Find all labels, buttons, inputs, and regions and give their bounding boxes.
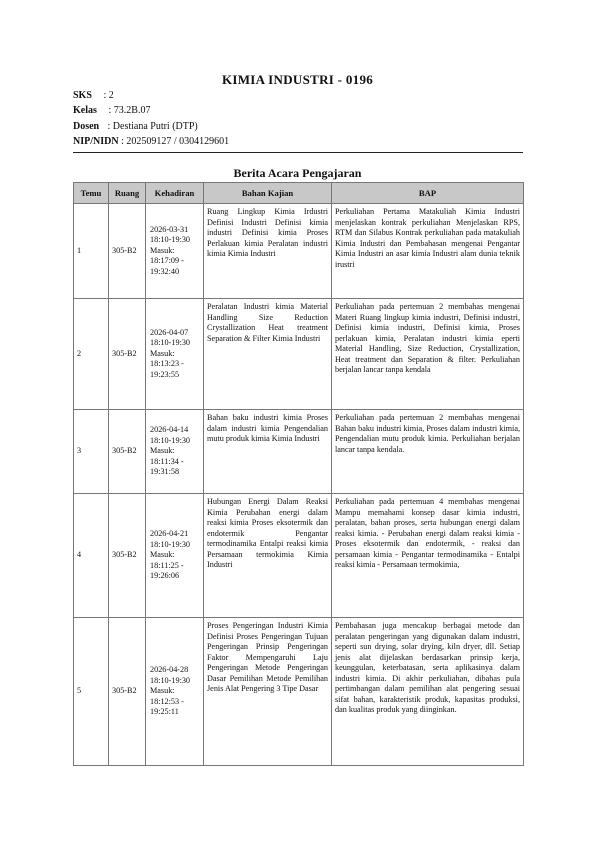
nip-row	[73, 134, 229, 149]
table-header-row	[74, 183, 524, 204]
cell-bap: Perkuliahan pada pertemuan 2 membahas mengenai Materi Ruang lingkup kimia industri, Definisi industri, Definisi kimia industri, Definisi kimia, Proses perlakuan kimia, Peralatan industri kimia eperti Material Handling, Size Reduction, Crystallization, Heat treatment dan Separation & filter. Perkuliahan berjalan lancar tanpa kendala	[332, 299, 524, 410]
kelas-row	[73, 103, 229, 118]
dosen-label: Dosen	[73, 120, 100, 132]
cell-ruang: 305-B2	[109, 618, 146, 766]
sks-row	[73, 88, 229, 103]
cell-temu: 1	[74, 204, 109, 299]
cell-temu: 4	[74, 494, 109, 618]
cell-bap: Perkuliahan pada pertemuan 2 membahas mengenai Bahan baku industri kimia, Proses dalam industri kimia, Pengendalian mutu produk kimia. Perkuliahan berjalan lancar tanpa kendala.	[332, 410, 524, 494]
cell-bap: Perkuliahan pada pertemuan 4 membahas mengenai Mampu memahami konsep dasar kimia industri, peralatan, bahan proses, serta hubungan energi dalam reaksi kimia. - Perubahan energi dalam reaksi kimia - Proses eksotermik dan endotermik, - reaksi dan persamaan kimia - Pengantar termodinamika - Entalpi reaksi kimia - Persamaan termokimia,	[332, 494, 524, 618]
table-row	[74, 204, 524, 299]
cell-ruang: 305-B2	[109, 204, 146, 299]
cell-ruang: 305-B2	[109, 299, 146, 410]
header-kehadiran: Kehadiran	[146, 183, 204, 204]
cell-ruang: 305-B2	[109, 410, 146, 494]
dosen-value: : Destiana Putri (DTP)	[107, 120, 198, 132]
dosen-row	[73, 119, 229, 134]
cell-bahan-kajian: Hubungan Energi Dalam Reaksi Kimia Perubahan energi dalam reaksi kimia Proses eksotermik dan endotermik Pengantar termodinamika Entalpi reaksi kimia Persamaan termokimia Kimia Industri	[204, 494, 332, 618]
kelas-label: Kelas	[73, 105, 97, 117]
header-bahan-kajian: Bahan Kajian	[204, 183, 332, 204]
teaching-record-table	[73, 182, 524, 766]
sks-label: SKS	[73, 90, 92, 101]
cell-bahan-kajian: Bahan baku industri kimia Proses dalam industri kimia Pengendalian mutu produk kimia Kimia Industri	[204, 410, 332, 494]
cell-bahan-kajian: Peralatan Industri kimia Material Handling Size Reduction Crystallization Heat treatment Separation & Filter Kimia Industri	[204, 299, 332, 410]
cell-bap: Perkuliahan Pertama Matakuliah Kimia Industri menjelaskan kontrak perkuliahan Menjelaskan RPS, RTM dan Silabus Kontrak perkuliahan pada matakuliah Kimia Industri dan Pembahasan mengenai Pengantar Kimia Industri an asar kimia Industri alam dunia teknik irustri	[332, 204, 524, 299]
cell-kehadiran: 2026-04-07 18:10-19:30 Masuk: 18:13:23 - 19:23:55	[146, 299, 204, 410]
table-row	[74, 618, 524, 766]
nip-value: : 202509127 / 0304129601	[121, 135, 230, 147]
cell-ruang: 305-B2	[109, 494, 146, 618]
kelas-value: : 73.2B.07	[108, 105, 151, 117]
sks-value: : 2	[103, 90, 114, 101]
header-divider	[73, 152, 523, 153]
cell-kehadiran: 2026-04-28 18:10-19:30 Masuk: 18:12:53 - 19:25:11	[146, 618, 204, 766]
cell-temu: 5	[74, 618, 109, 766]
table-row	[74, 299, 524, 410]
cell-kehadiran: 2026-04-14 18:10-19:30 Masuk: 18:11:34 - 19:31:58	[146, 410, 204, 494]
cell-kehadiran: 2026-03-31 18:10-19:30 Masuk: 18:17:09 - 19:32:40	[146, 204, 204, 299]
header-temu: Temu	[74, 183, 109, 204]
nip-label: NIP/NIDN	[73, 135, 119, 147]
cell-temu: 3	[74, 410, 109, 494]
course-info	[73, 88, 229, 149]
section-title: Berita Acara Pengajaran	[233, 166, 362, 180]
cell-bahan-kajian: Proses Pengeringan Industri Kimia Definisi Proses Pengeringan Tujuan Pengeringan Prinsip Pengeringan Faktor Mempengaruhi Laju Pengeringan Metode Pengeringan Dasar Pemilihan Metode Pemilihan Jenis Alat Pengering 3 Tipe Dasar	[204, 618, 332, 766]
table-row	[74, 494, 524, 618]
cell-temu: 2	[74, 299, 109, 410]
document-title: KIMIA INDUSTRI - 0196	[221, 72, 374, 87]
header-bap: BAP	[332, 183, 524, 204]
cell-bap: Pembahasan juga mencakup berbagai metode dan peralatan pengeringan yang digunakan dalam industri, seperti sun drying, solar drying, kiln dryer, dll. Setiap jenis alat dijelaskan berdasarkan prinsip kerja, keunggulan, keterbatasan, serta aplikasinya dalam industri kimia. Di akhir perkuliahan, dibahas pula pertimbangan dalam pemilihan alat pengering sesuai sifat bahan, karakteristik produk, kapasitas produksi, dan kualitas produk yang diinginkan.	[332, 618, 524, 766]
header-ruang: Ruang	[109, 183, 146, 204]
cell-kehadiran: 2026-04-21 18:10-19:30 Masuk: 18:11:25 - 19:26:06	[146, 494, 204, 618]
table-row	[74, 410, 524, 494]
cell-bahan-kajian: Ruang Lingkup Kimia Irdustri Definisi Industri Definisi kimia industri Definisi kimia Proses Perlakuan kimia Peralatan industri kimia Kimia Industri	[204, 204, 332, 299]
